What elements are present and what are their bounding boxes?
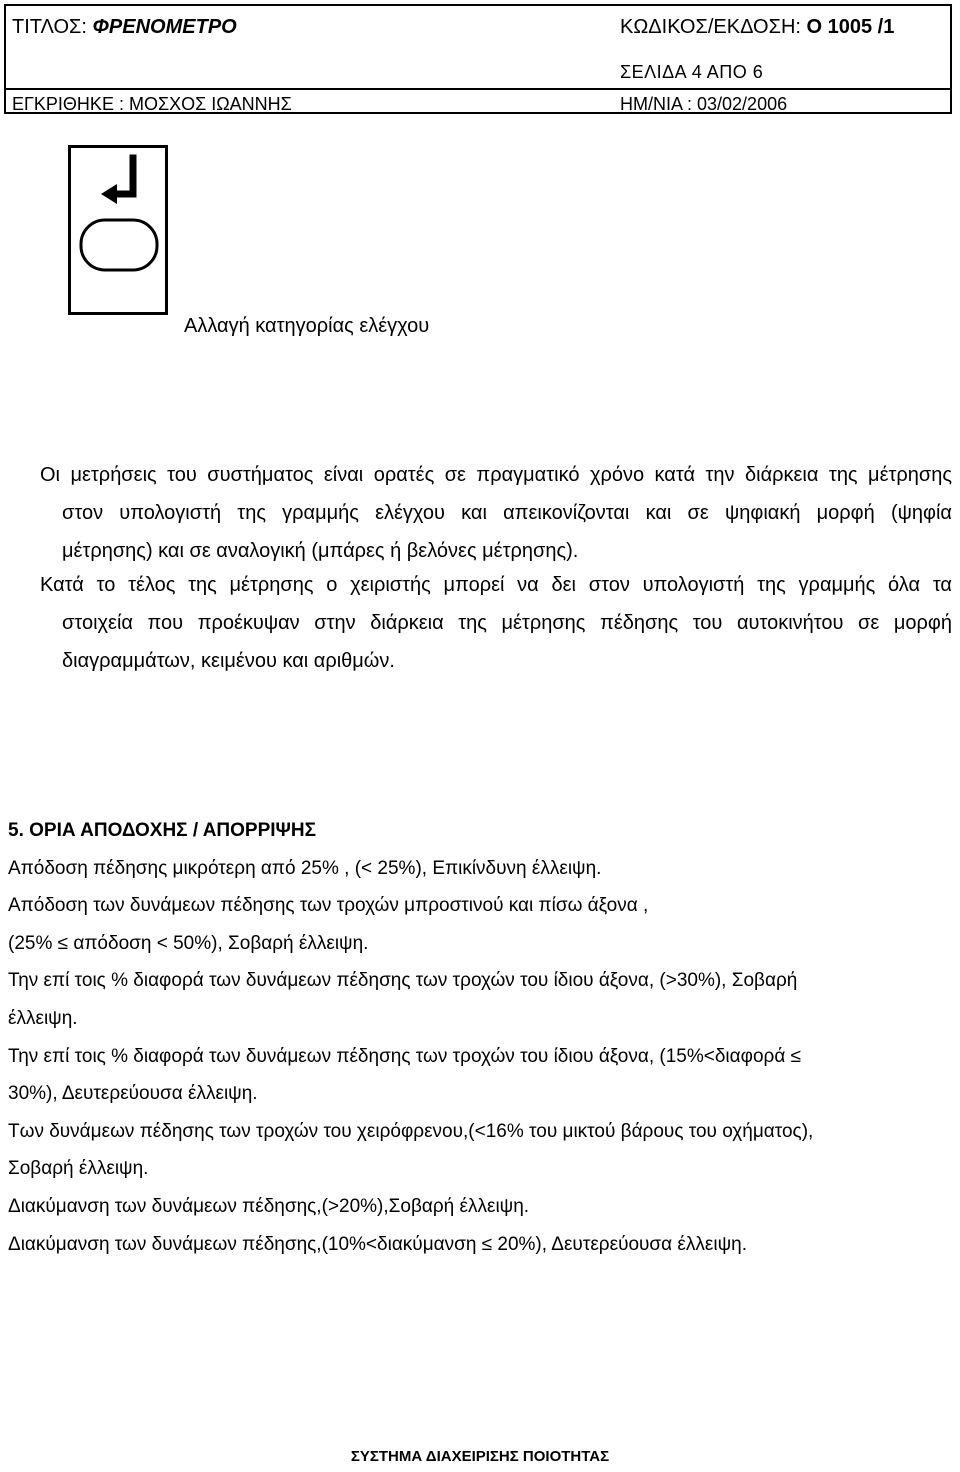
return-arrow-icon xyxy=(68,145,168,315)
paragraph-line: στον υπολογιστή της γραμμής ελέγχου και απεικονίζονται και σε ψηφιακή μορφή (ψηφία xyxy=(62,502,952,524)
header-code xyxy=(620,16,894,39)
limit-line: Σοβαρή έλλειψη. xyxy=(8,1158,149,1180)
limit-line: (25% ≤ απόδοση < 50%), Σοβαρή έλλειψη. xyxy=(8,932,369,954)
document-header xyxy=(4,4,952,114)
header-title xyxy=(12,16,237,39)
limit-line: Την επί τοις % διαφορά των δυνάμεων πέδησης των τροχών του ίδιου άξονα, (15%<διαφορά ≤ xyxy=(8,1045,802,1067)
title-value: ΦΡΕΝΟΜΕΤΡΟ xyxy=(92,16,237,38)
title-label: ΤΙΤΛΟΣ: xyxy=(12,16,93,38)
section-acceptance-limits xyxy=(8,812,954,1263)
paragraph-realtime-measurements xyxy=(40,456,952,570)
header-page-number: ΣΕΛΙΔΑ 4 ΑΠΟ 6 xyxy=(620,62,764,82)
code-value: Ο 1005 /1 xyxy=(806,16,895,38)
limit-line: Διακύμανση των δυνάμεων πέδησης,(10%<διακύμανση ≤ 20%), Δευτερεύουσα έλλειψη. xyxy=(8,1233,747,1255)
limit-line: Διακύμανση των δυνάμεων πέδησης,(>20%),Σοβαρή έλλειψη. xyxy=(8,1195,530,1217)
header-date: ΗΜ/ΝΙΑ : 03/02/2006 xyxy=(620,94,788,114)
section-title: 5. ΟΡΙΑ ΑΠΟΔΟΧΗΣ / ΑΠΟΡΡΙΨΗΣ xyxy=(8,820,317,841)
paragraph-line: μέτρησης) και σε αναλογική (μπάρες ή βελόνες μέτρησης). xyxy=(62,540,579,562)
limit-line: Των δυνάμεων πέδησης των τροχών του χειρόφρενου,(<16% του μικτού βάρους του οχήματος), xyxy=(8,1120,814,1142)
paragraph-line: διαγραμμάτων, κειμένου και αριθμών. xyxy=(62,650,395,672)
limit-line: έλλειψη. xyxy=(8,1007,78,1029)
limit-line: Απόδοση πέδησης μικρότερη από 25% , (< 25%), Επικίνδυνη έλλειψη. xyxy=(8,857,602,879)
paragraph-results-review xyxy=(40,566,952,680)
code-label: ΚΩΔΙΚΟΣ/ΕΚΔΟΣΗ: xyxy=(620,16,807,38)
header-approved-by: ΕΓΚΡΙΘΗΚΕ : ΜΟΣΧΟΣ ΙΩΑΝΝΗΣ xyxy=(12,94,292,114)
figure-caption: Αλλαγή κατηγορίας ελέγχου xyxy=(184,315,430,337)
header-top-row xyxy=(6,6,950,90)
paragraph-line: στοιχεία που προέκυψαν στην διάρκεια της μέτρησης πέδησης του αυτοκινήτου σε μορφή xyxy=(62,612,952,634)
limit-line: 30%), Δευτερεύουσα έλλειψη. xyxy=(8,1083,258,1105)
paragraph-line: Κατά το τέλος της μέτρησης ο χειριστής μπορεί να δει στον υπολογιστή της γραμμής όλα τα xyxy=(40,574,952,596)
paragraph-line: Οι μετρήσεις του συστήματος είναι ορατές σε πραγματικό χρόνο κατά την διάρκεια της μέτρησης xyxy=(40,464,952,486)
limit-line: Την επί τοις % διαφορά των δυνάμεων πέδησης των τροχών του ίδιου άξονα, (>30%), Σοβαρή xyxy=(8,970,798,992)
limit-line: Απόδοση των δυνάμεων πέδησης των τροχών μπροστινού και πίσω άξονα , xyxy=(8,895,649,917)
page-footer: ΣΥΣΤΗΜΑ ΔΙΑΧΕΙΡΙΣΗΣ ΠΟΙΟΤΗΤΑΣ xyxy=(350,1448,610,1465)
